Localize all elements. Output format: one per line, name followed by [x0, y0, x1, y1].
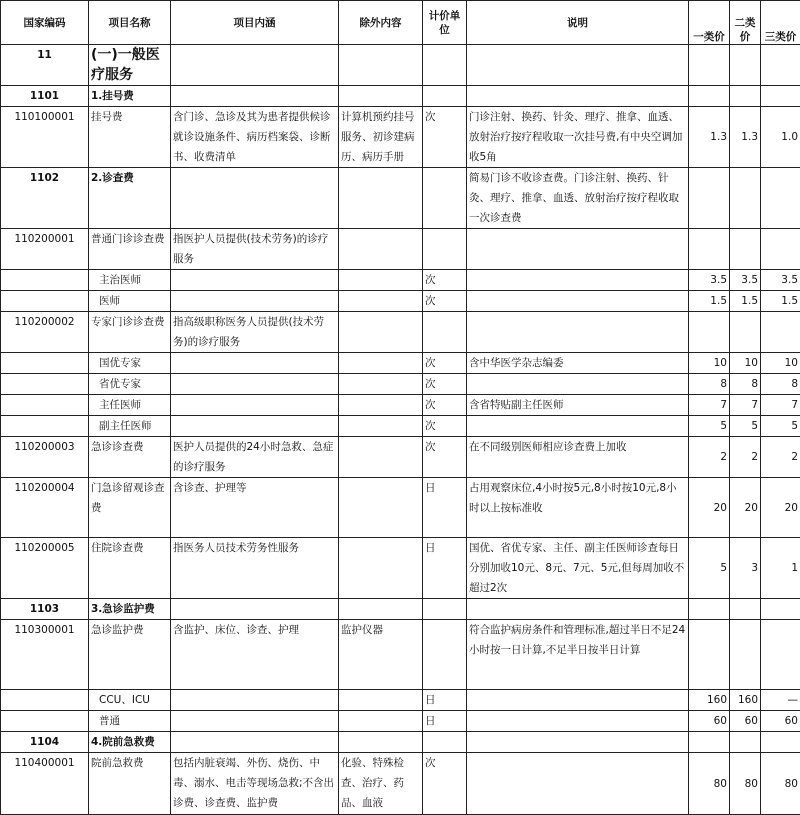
- cell-p1: [689, 599, 730, 620]
- cell-p1: 5: [689, 416, 730, 437]
- cell-p2: 1.3: [730, 107, 761, 168]
- cell-code: [1, 270, 89, 291]
- cell-remark: [467, 599, 689, 620]
- cell-name: 急诊监护费: [89, 620, 171, 690]
- cell-p1: 10: [689, 353, 730, 374]
- cell-p3: [761, 599, 800, 620]
- cell-unit: [423, 312, 467, 353]
- cell-unit: 次: [423, 291, 467, 312]
- cell-excluded: [339, 353, 423, 374]
- cell-unit: 次: [423, 416, 467, 437]
- table-row: [1, 229, 800, 270]
- cell-remark: 在不同级别医师相应诊查费上加收: [467, 437, 689, 478]
- cell-excluded: [339, 538, 423, 599]
- cell-unit: [423, 45, 467, 86]
- table-row: [1, 270, 800, 291]
- cell-p1: [689, 229, 730, 270]
- cell-p3: 20: [761, 478, 800, 538]
- cell-unit: [423, 599, 467, 620]
- cell-content: [171, 732, 339, 753]
- cell-content: [171, 353, 339, 374]
- table-row: [1, 45, 800, 86]
- cell-p1: 7: [689, 395, 730, 416]
- cell-content: [171, 416, 339, 437]
- cell-p3: [761, 168, 800, 229]
- cell-p2: 80: [730, 753, 761, 815]
- cell-excluded: [339, 478, 423, 538]
- table-row: [1, 753, 800, 815]
- cell-remark: [467, 732, 689, 753]
- cell-p2: 60: [730, 711, 761, 732]
- cell-p1: [689, 312, 730, 353]
- cell-p3: 10: [761, 353, 800, 374]
- cell-remark: [467, 374, 689, 395]
- cell-remark: [467, 291, 689, 312]
- cell-name: (一)一般医疗服务: [89, 45, 171, 86]
- cell-name: 主任医师: [89, 395, 171, 416]
- table-row: [1, 599, 800, 620]
- cell-remark: 符合监护病房条件和管理标准,超过半日不足24小时按一日计算,不足半日按半日计算: [467, 620, 689, 690]
- cell-name: 专家门诊诊查费: [89, 312, 171, 353]
- cell-p3: [761, 229, 800, 270]
- cell-name: 3.急诊监护费: [89, 599, 171, 620]
- cell-remark: 简易门诊不收诊查费。门诊注射、换药、针灸、理疗、推拿、血透、放射治疗按疗程收取一次诊查费: [467, 168, 689, 229]
- cell-content: [171, 291, 339, 312]
- cell-content: 含监护、床位、诊查、护理: [171, 620, 339, 690]
- cell-unit: [423, 732, 467, 753]
- cell-excluded: [339, 395, 423, 416]
- header-code: 国家编码: [1, 1, 89, 45]
- cell-remark: 占用观察床位,4小时按5元,8小时按10元,8小时以上按标准收: [467, 478, 689, 538]
- cell-remark: [467, 690, 689, 711]
- cell-p3: 1: [761, 538, 800, 599]
- table-row: [1, 690, 800, 711]
- cell-code: 1103: [1, 599, 89, 620]
- cell-unit: 次: [423, 437, 467, 478]
- cell-excluded: 监护仪器: [339, 620, 423, 690]
- cell-excluded: [339, 312, 423, 353]
- cell-p3: [761, 45, 800, 86]
- cell-p2: 3.5: [730, 270, 761, 291]
- cell-p3: 8: [761, 374, 800, 395]
- cell-p2: 3: [730, 538, 761, 599]
- cell-content: [171, 270, 339, 291]
- cell-p1: 60: [689, 711, 730, 732]
- cell-p1: [689, 86, 730, 107]
- cell-content: [171, 374, 339, 395]
- header-price-2: 二类价: [730, 1, 761, 45]
- cell-excluded: [339, 690, 423, 711]
- cell-code: [1, 416, 89, 437]
- cell-p1: 20: [689, 478, 730, 538]
- cell-name: 2.诊查费: [89, 168, 171, 229]
- cell-excluded: [339, 416, 423, 437]
- cell-p2: 2: [730, 437, 761, 478]
- cell-code: [1, 711, 89, 732]
- table-row: [1, 107, 800, 168]
- cell-remark: 门诊注射、换药、针灸、理疗、推拿、血透、放射治疗按疗程收取一次挂号费,有中央空调加收5角: [467, 107, 689, 168]
- cell-name: 国优专家: [89, 353, 171, 374]
- table-row: [1, 312, 800, 353]
- cell-code: [1, 690, 89, 711]
- table-row: [1, 620, 800, 690]
- cell-excluded: [339, 711, 423, 732]
- cell-content: [171, 45, 339, 86]
- cell-p1: 2: [689, 437, 730, 478]
- cell-p1: 3.5: [689, 270, 730, 291]
- cell-p3: [761, 732, 800, 753]
- table-row: [1, 168, 800, 229]
- cell-content: [171, 599, 339, 620]
- cell-unit: 日: [423, 538, 467, 599]
- cell-p2: 160: [730, 690, 761, 711]
- cell-p1: 5: [689, 538, 730, 599]
- cell-p3: 1.5: [761, 291, 800, 312]
- cell-name: 门急诊留观诊查费: [89, 478, 171, 538]
- cell-unit: 次: [423, 353, 467, 374]
- cell-excluded: [339, 270, 423, 291]
- cell-excluded: [339, 374, 423, 395]
- cell-p2: 20: [730, 478, 761, 538]
- header-excluded: 除外内容: [339, 1, 423, 45]
- cell-code: 110200002: [1, 312, 89, 353]
- cell-content: 含诊查、护理等: [171, 478, 339, 538]
- cell-remark: [467, 229, 689, 270]
- cell-p1: 1.5: [689, 291, 730, 312]
- cell-unit: 次: [423, 395, 467, 416]
- cell-code: 1104: [1, 732, 89, 753]
- cell-name: 副主任医师: [89, 416, 171, 437]
- cell-unit: [423, 86, 467, 107]
- table-row: [1, 374, 800, 395]
- cell-p2: [730, 599, 761, 620]
- cell-p1: 160: [689, 690, 730, 711]
- cell-content: [171, 86, 339, 107]
- cell-p2: 5: [730, 416, 761, 437]
- cell-unit: 次: [423, 270, 467, 291]
- cell-excluded: [339, 229, 423, 270]
- cell-p3: 60: [761, 711, 800, 732]
- cell-excluded: [339, 437, 423, 478]
- cell-code: 110200003: [1, 437, 89, 478]
- cell-name: 省优专家: [89, 374, 171, 395]
- cell-unit: 次: [423, 107, 467, 168]
- cell-code: 1101: [1, 86, 89, 107]
- cell-remark: [467, 312, 689, 353]
- cell-remark: [467, 416, 689, 437]
- cell-remark: 国优、省优专家、主任、副主任医师诊查每日分别加收10元、8元、7元、5元,但每周加收不超过2次: [467, 538, 689, 599]
- cell-p3: [761, 312, 800, 353]
- cell-code: 110200004: [1, 478, 89, 538]
- cell-p1: [689, 620, 730, 690]
- cell-unit: 日: [423, 478, 467, 538]
- cell-excluded: [339, 291, 423, 312]
- cell-name: 主治医师: [89, 270, 171, 291]
- header-row: [1, 1, 800, 45]
- cell-code: 110200005: [1, 538, 89, 599]
- cell-code: [1, 291, 89, 312]
- cell-code: 110300001: [1, 620, 89, 690]
- cell-name: 普通: [89, 711, 171, 732]
- cell-unit: [423, 229, 467, 270]
- cell-p3: 3.5: [761, 270, 800, 291]
- cell-p2: [730, 312, 761, 353]
- header-remark: 说明: [467, 1, 689, 45]
- cell-excluded: [339, 86, 423, 107]
- cell-code: 1102: [1, 168, 89, 229]
- cell-p2: 1.5: [730, 291, 761, 312]
- cell-p2: [730, 86, 761, 107]
- cell-name: 院前急救费: [89, 753, 171, 815]
- cell-p2: [730, 45, 761, 86]
- cell-remark: [467, 45, 689, 86]
- cell-p2: [730, 732, 761, 753]
- header-price-3: 三类价: [761, 1, 800, 45]
- cell-p3: 1.0: [761, 107, 800, 168]
- table-row: [1, 86, 800, 107]
- cell-content: 包括内脏衰竭、外伤、烧伤、中毒、溺水、电击等现场急救;不含出诊费、诊查费、监护费: [171, 753, 339, 815]
- cell-p3: [761, 620, 800, 690]
- cell-unit: 次: [423, 753, 467, 815]
- cell-code: 11: [1, 45, 89, 86]
- cell-code: [1, 353, 89, 374]
- table-row: [1, 732, 800, 753]
- cell-p2: [730, 620, 761, 690]
- cell-p2: [730, 168, 761, 229]
- table-row: [1, 353, 800, 374]
- cell-remark: [467, 711, 689, 732]
- cell-p1: 8: [689, 374, 730, 395]
- cell-name: 4.院前急救费: [89, 732, 171, 753]
- cell-code: 110400001: [1, 753, 89, 815]
- cell-p2: [730, 229, 761, 270]
- cell-p2: 10: [730, 353, 761, 374]
- cell-code: 110200001: [1, 229, 89, 270]
- cell-p2: 8: [730, 374, 761, 395]
- cell-excluded: [339, 732, 423, 753]
- cell-unit: [423, 168, 467, 229]
- table-row: [1, 291, 800, 312]
- cell-excluded: [339, 168, 423, 229]
- header-price-1: 一类价: [689, 1, 730, 45]
- cell-excluded: 化验、特殊检查、治疗、药品、血液: [339, 753, 423, 815]
- table-row: [1, 711, 800, 732]
- cell-name: 急诊诊查费: [89, 437, 171, 478]
- cell-content: [171, 395, 339, 416]
- cell-code: 110100001: [1, 107, 89, 168]
- header-unit: 计价单位: [423, 1, 467, 45]
- cell-content: 医护人员提供的24小时急救、急症的诊疗服务: [171, 437, 339, 478]
- cell-excluded: [339, 599, 423, 620]
- table-row: [1, 437, 800, 478]
- cell-content: 含门诊、急诊及其为患者提供候诊就诊设施条件、病历档案袋、诊断书、收费清单: [171, 107, 339, 168]
- cell-unit: 日: [423, 711, 467, 732]
- cell-remark: [467, 753, 689, 815]
- cell-p3: 80: [761, 753, 800, 815]
- table-row: [1, 395, 800, 416]
- cell-p1: [689, 732, 730, 753]
- cell-p1: [689, 45, 730, 86]
- cell-p1: [689, 168, 730, 229]
- cell-name: 住院诊查费: [89, 538, 171, 599]
- cell-p3: [761, 86, 800, 107]
- cell-content: [171, 168, 339, 229]
- cell-name: 医师: [89, 291, 171, 312]
- cell-content: [171, 690, 339, 711]
- table-row: [1, 416, 800, 437]
- cell-remark: [467, 86, 689, 107]
- cell-content: 指医护人员提供(技术劳务)的诊疗服务: [171, 229, 339, 270]
- cell-unit: [423, 620, 467, 690]
- cell-p2: 7: [730, 395, 761, 416]
- cell-remark: 含中华医学杂志编委: [467, 353, 689, 374]
- table-row: [1, 478, 800, 538]
- header-content: 项目内涵: [171, 1, 339, 45]
- cell-unit: 日: [423, 690, 467, 711]
- cell-name: CCU、ICU: [89, 690, 171, 711]
- cell-p3: 7: [761, 395, 800, 416]
- cell-excluded: [339, 45, 423, 86]
- cell-p3: 5: [761, 416, 800, 437]
- cell-code: [1, 395, 89, 416]
- cell-remark: [467, 270, 689, 291]
- cell-p3: —: [761, 690, 800, 711]
- cell-code: [1, 374, 89, 395]
- cell-name: 1.挂号费: [89, 86, 171, 107]
- cell-p3: 2: [761, 437, 800, 478]
- cell-name: 普通门诊诊查费: [89, 229, 171, 270]
- cell-p1: 80: [689, 753, 730, 815]
- cell-content: [171, 711, 339, 732]
- cell-unit: 次: [423, 374, 467, 395]
- cell-name: 挂号费: [89, 107, 171, 168]
- cell-p1: 1.3: [689, 107, 730, 168]
- cell-content: 指高级职称医务人员提供(技术劳务)的诊疗服务: [171, 312, 339, 353]
- table-row: [1, 538, 800, 599]
- cell-remark: 含省特贴副主任医师: [467, 395, 689, 416]
- cell-content: 指医务人员技术劳务性服务: [171, 538, 339, 599]
- cell-excluded: 计算机预约挂号服务、初诊建病历、病历手册: [339, 107, 423, 168]
- header-name: 项目名称: [89, 1, 171, 45]
